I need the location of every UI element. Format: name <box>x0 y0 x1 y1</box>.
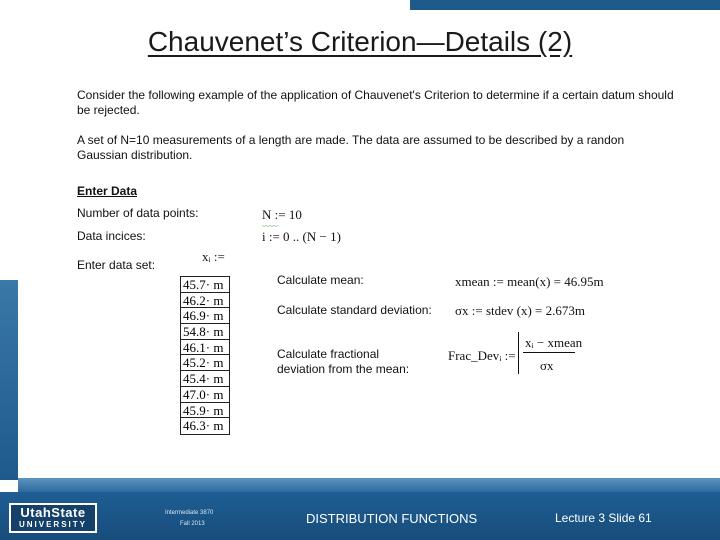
mean-expr: xmean := mean(x) = 46.95m <box>455 274 604 289</box>
std-label: Calculate standard deviation: <box>277 303 432 317</box>
bottom-accent-strip <box>18 478 720 492</box>
slide-number: Lecture 3 Slide 61 <box>555 511 652 525</box>
logo-text-top: UtahState <box>20 505 86 520</box>
data-cell: 46.3· m <box>183 418 224 434</box>
top-accent-bar <box>410 0 720 10</box>
std-expr: σx := stdev (x) = 2.673m <box>455 303 585 318</box>
data-table <box>180 276 230 435</box>
dataset-label: Enter data set: <box>77 258 156 272</box>
mean-label: Calculate mean: <box>277 273 364 287</box>
data-cell: 46.2· m <box>181 293 229 309</box>
intro-paragraph-1: Consider the following example of the application of Chauvenet's Criterion to determine if a certain datum should be rejected. <box>77 88 674 117</box>
enter-data-heading: Enter Data <box>77 184 138 198</box>
dataset-expr: xᵢ := <box>202 249 225 264</box>
data-cell: 54.8· m <box>181 324 229 340</box>
intro-paragraph-2: A set of N=10 measurements of a length are made. The data are assumed to be described by a randon Gaussian distribution. <box>77 133 625 162</box>
indices-label: Data incices: <box>77 229 146 243</box>
footer-topic: DISTRIBUTION FUNCTIONS <box>306 511 478 526</box>
slide-title: Chauvenet’s Criterion—Details (2) <box>147 26 573 57</box>
course-label: Intermediate 3870 <box>165 510 214 516</box>
data-cell: 46.9· m <box>181 308 229 324</box>
logo-text-bottom: UNIVERSITY <box>18 520 87 529</box>
indices-expr: i := 0 .. (N − 1) <box>262 229 341 244</box>
fraction-bar <box>523 352 575 353</box>
frac-numerator: xᵢ − xmean <box>525 335 583 350</box>
frac-label: Calculate fractional deviation from the mean: <box>277 347 410 376</box>
frac-bracket-line <box>518 332 519 374</box>
data-cell: 46.1· m <box>181 340 229 356</box>
num-points-expr: N := 10 <box>262 207 302 222</box>
term-label: Fall 2013 <box>180 521 205 527</box>
data-cell: 45.9· m <box>181 403 229 419</box>
university-logo <box>9 503 97 533</box>
data-cell: 45.7· m <box>181 277 229 293</box>
num-points-label: Number of data points: <box>77 206 199 220</box>
frac-denominator: σx <box>540 358 554 373</box>
data-cell: 45.4· m <box>181 371 229 387</box>
data-cell: 45.2· m <box>181 355 229 371</box>
frac-lhs: Frac_Devᵢ := <box>448 348 516 363</box>
left-accent-bar <box>0 280 18 480</box>
data-cell: 47.0· m <box>181 387 229 403</box>
squiggle-underline: 〰〰 <box>262 222 278 231</box>
